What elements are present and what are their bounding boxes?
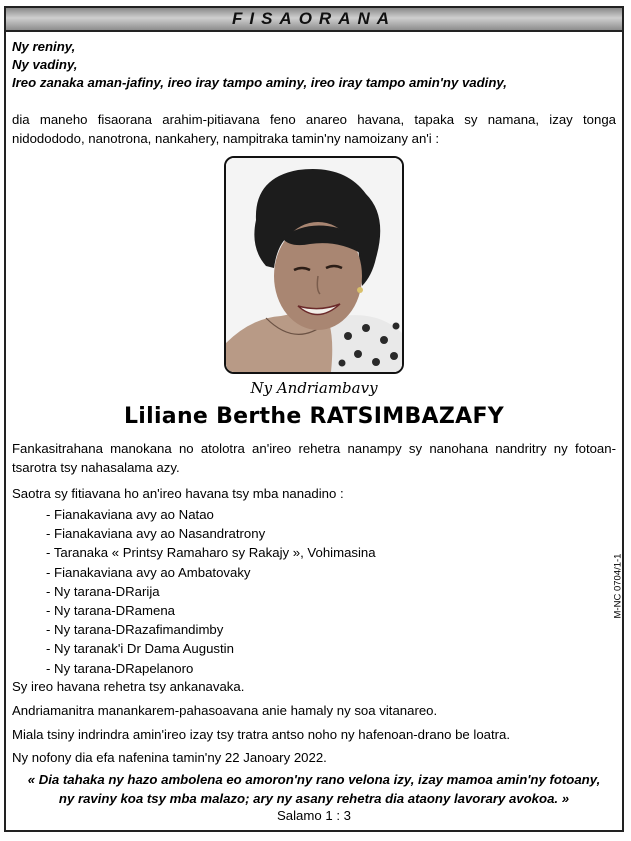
notice-frame bbox=[4, 6, 624, 832]
deceased-honorific: Ny Andriambavy bbox=[250, 379, 378, 397]
portrait-icon bbox=[226, 158, 402, 372]
deceased-name: Liliane Berthe RATSIMBAZAFY bbox=[123, 404, 505, 429]
list-item: - Ny tarana-DRapelanoro bbox=[46, 660, 194, 676]
list-item: - Ny tarana-DRarija bbox=[46, 583, 160, 599]
list-item: - Ny taranak'i Dr Dama Augustin bbox=[46, 641, 234, 657]
closing-line-4: Ny nofony dia efa nafenina tamin'ny 22 Janoary 2022. bbox=[12, 750, 327, 765]
love-intro: Saotra sy fitiavana ho an'ireo havana tsy mba nanadino : bbox=[12, 486, 344, 501]
intro-paragraph: dia maneho fisaorana arahim-pitiavana feno anareo havana, tapaka sy namana, izay tonga nidodododo, nanotrona, nankahery, nampitraka tamin'ny namoizany an'i : bbox=[12, 112, 616, 146]
list-item: - Ny tarana-DRamena bbox=[46, 603, 175, 619]
family-list bbox=[46, 505, 376, 678]
portrait-photo bbox=[224, 156, 404, 374]
greeting-line-2: Ny vadiny, bbox=[12, 57, 78, 72]
bible-quote bbox=[6, 770, 622, 808]
reference-code-text: M-NC 0704/1-1 bbox=[612, 553, 624, 619]
header-banner bbox=[6, 8, 622, 32]
list-item: - Fianakaviana avy ao Nasandratrony bbox=[46, 526, 266, 542]
reference-code bbox=[612, 541, 624, 631]
greeting-line-3: Ireo zanaka aman-jafiny, ireo iray tampo aminy, ireo iray tampo amin'ny vadiny, bbox=[12, 75, 507, 90]
quote-line-1: « Dia tahaka ny hazo ambolena eo amoron'ny rano velona izy, izay mamoa amin'ny fotoany, bbox=[27, 772, 601, 787]
closing-line-2: Andriamanitra manankarem-pahasoavana anie hamaly ny soa vitanareo. bbox=[12, 703, 438, 718]
list-item: - Fianakaviana avy ao Natao bbox=[46, 507, 214, 522]
quote-reference: Salamo 1 : 3 bbox=[276, 808, 352, 823]
list-item: - Ny tarana-DRazafimandimby bbox=[46, 622, 224, 638]
quote-line-2: ny raviny koa tsy mba malazo; ary ny asany rehetra dia ataony lavorary avokoa. » bbox=[58, 791, 570, 806]
list-item: - Taranaka « Printsy Ramaharo sy Rakajy », Vohimasina bbox=[46, 545, 376, 561]
list-item: - Fianakaviana avy ao Ambatovaky bbox=[46, 564, 251, 580]
thanks-medical-paragraph: Fankasitrahana manokana no atolotra an'ireo rehetra nanampy sy nanohana nandritry ny fotoan-tsarotra tsy nahasalama azy. bbox=[12, 441, 616, 475]
closing-line-1: Sy ireo havana rehetra tsy ankanavaka. bbox=[12, 679, 245, 694]
header-title: FISAORANA bbox=[231, 9, 397, 28]
closing-line-3: Miala tsiny indrindra amin'ireo izay tsy tratra antso noho ny hafenoan-drano be loatra. bbox=[12, 727, 511, 742]
greeting-line-1: Ny reniny, bbox=[12, 39, 76, 54]
